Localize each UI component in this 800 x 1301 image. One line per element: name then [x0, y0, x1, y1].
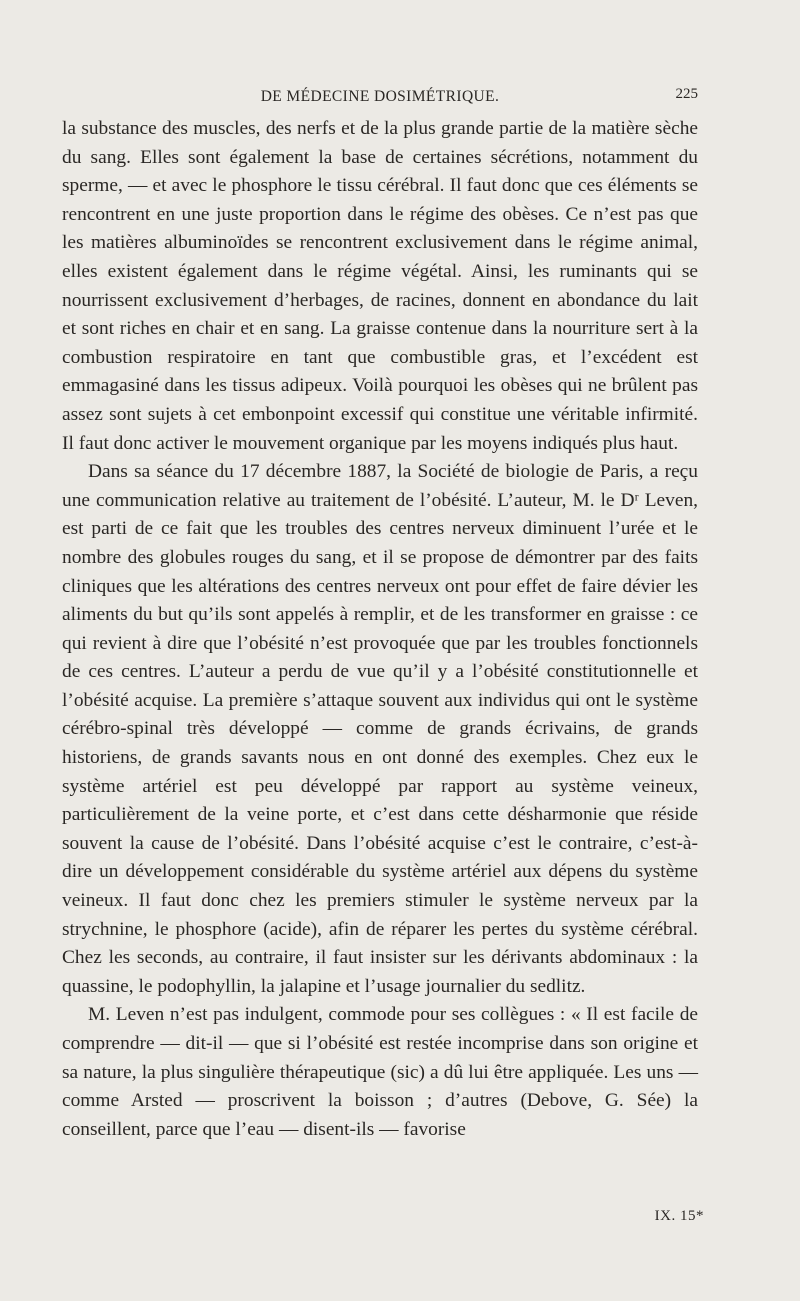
running-title: DE MÉDECINE DOSIMÉTRIQUE.	[260, 88, 500, 105]
paragraph-3: M. Leven n’est pas indulgent, commode pour ses collègues : « Il est facile de comprendre — dit-il — que si l’obésité est restée incomprise dans son origine et sa nature, la plus singulière thérapeutique (sic) a dû lui être appliquée. Les uns — comme Arsted — proscrivent la boisson ; d’autres (Debove, G. Sée) la conseillent, parce que l’eau — disent-ils — favorise	[62, 1004, 698, 1140]
body-text	[62, 115, 698, 1144]
paragraph-1: la substance des muscles, des nerfs et de la plus grande partie de la matière sèche du sang. Elles sont également la base de certaines sécrétions, notamment du sperme, — et avec le phosphore le tissu cérébral. Il faut donc que ces éléments se rencontrent en une juste proportion dans le régime des obèses. Ce n’est pas que les matières albuminoïdes se rencontrent exclusivement dans le régime animal, elles existent également dans le régime végétal. Ainsi, les ruminants qui se nourrissent exclusivement d’herbages, de racines, donnent en abondance du lait et sont riches en chair et en sang. La graisse contenue dans la nourriture sert à la combustion respiratoire en tant que combustible gras, et l’excédent est emmagasiné dans les tissus adipeux. Voilà pourquoi les obèses qui ne brûlent pas assez sont sujets à cet embonpoint excessif qui constitue une véritable infirmité. Il faut donc activer le mouvement organique par les moyens indiqués plus haut.	[62, 118, 698, 454]
paragraph-2: Dans sa séance du 17 décembre 1887, la Société de biologie de Paris, a reçu une communication relative au traitement de l’obésité. L’auteur, M. le Dʳ Leven, est parti de ce fait que les troubles des centres nerveux diminuent l’urée et le nombre des globules rouges du sang, et il se propose de démontrer par des faits cliniques que les altérations des centres nerveux ont pour effet de faire dévier les aliments du but qu’ils sont appelés à remplir, et de les transformer en graisse : ce qui revient à dire que l’obésité n’est provoquée que par les troubles fonctionnels de ces centres. L’auteur a perdu de vue qu’il y a l’obésité constitutionnelle et l’obésité acquise. La première s’attaque souvent aux individus qui ont le système cérébro-spinal très développé — comme de grands écrivains, de grands historiens, de grands savants nous en ont donné des exemples. Chez eux le système artériel est peu développé par rapport au système veineux, particulièrement de la veine porte, et c’est dans cette désharmonie que réside souvent la cause de l’obésité. Dans l’obésité acquise c’est le contraire, c’est-à-dire un développement considérable du système artériel aux dépens du système veineux. Il faut donc chez les premiers stimuler le système nerveux par la strychnine, le phosphore (acide), afin de réparer les pertes du système cérébral. Chez les seconds, au contraire, il faut insister sur les dérivants abdominaux : la quassine, le podophyllin, la jalapine et l’usage journalier du sedlitz.	[62, 461, 698, 997]
signature-mark: IX. 15*	[654, 1208, 704, 1224]
running-head	[62, 88, 698, 112]
page-number: 225	[675, 86, 698, 102]
